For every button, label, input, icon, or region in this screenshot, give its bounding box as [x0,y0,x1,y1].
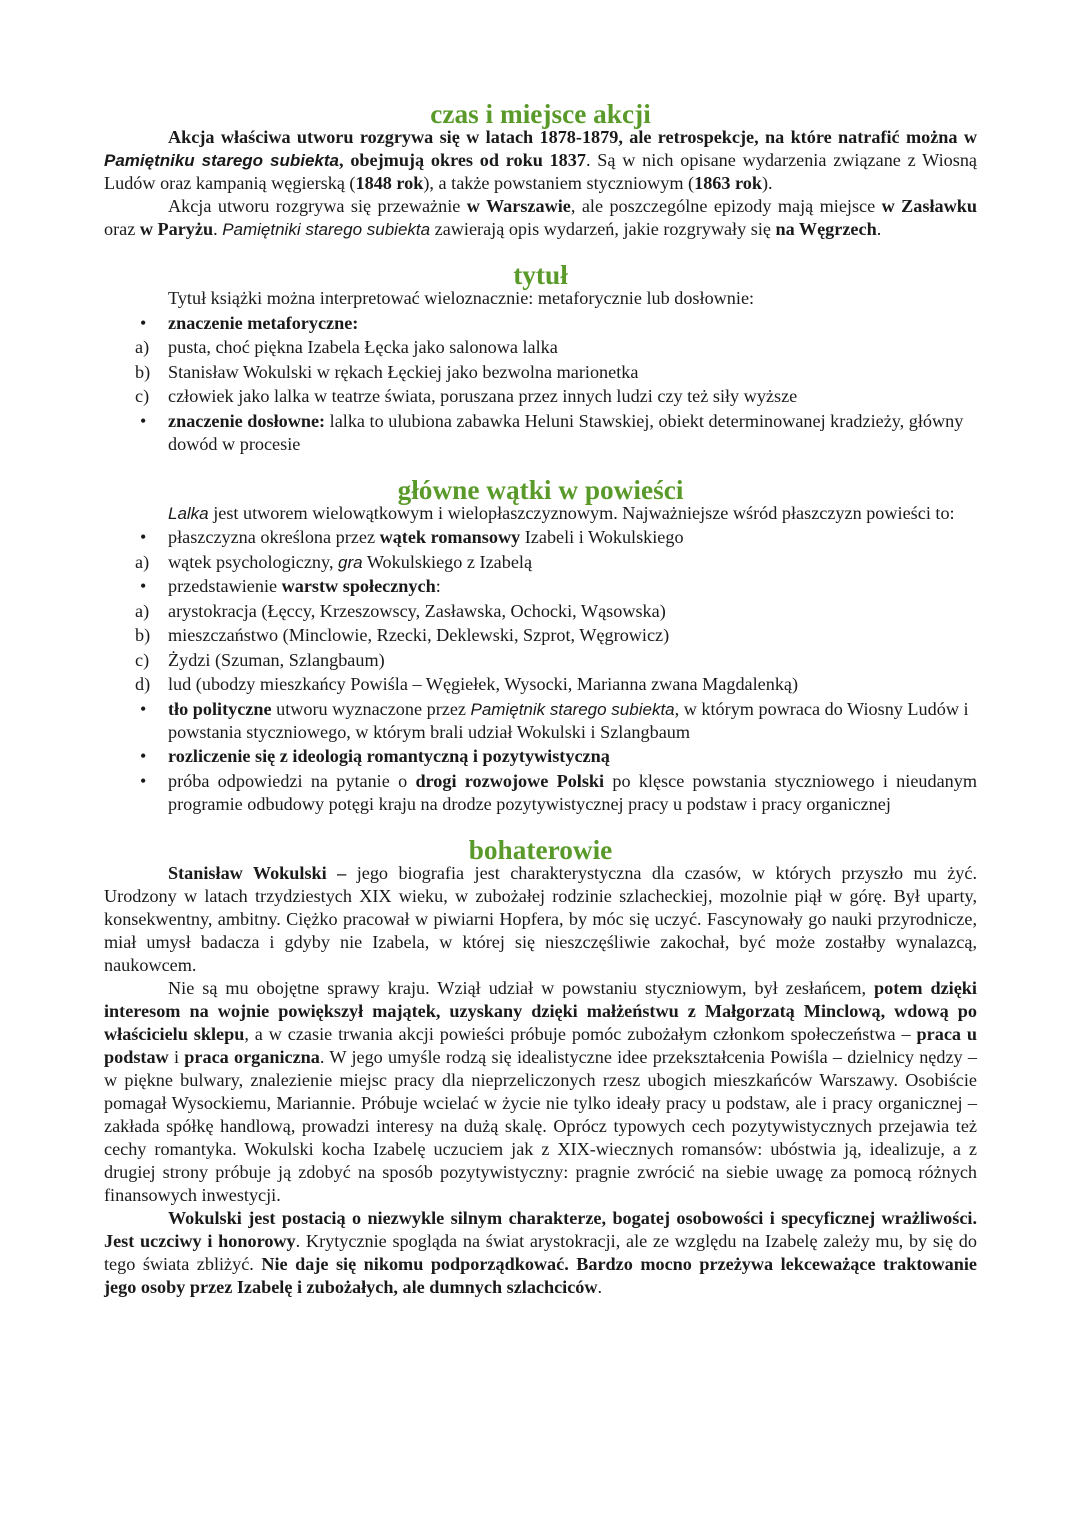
letter-marker: a) [135,600,150,621]
text: , a w czasie trwania akcji powieści próbuje pomóc zubożałym członkom społeczeństwa – [244,1023,917,1044]
bold-text: w Paryżu [139,219,214,239]
text: zawierają opis wydarzeń, jakie rozgrywały się [430,219,776,239]
text: . [213,219,223,239]
text: , ale poszczególne epizody mają miejsce [570,196,882,216]
letter-marker: a) [135,551,150,572]
italic-text: gra [338,552,363,572]
italic-title: Pamiętniku starego subiekta [104,151,339,170]
list-item [104,673,977,696]
bullet-marker: • [140,576,147,596]
list-item [104,745,977,768]
title-meanings-list [104,312,977,456]
text: po klęsce powstania styczniowego i nieudanym programie odbudowy potęgi kraju na drodze pozytywistycznej pracy u podstaw i pracy organicznej [168,770,977,814]
text: płaszczyzna określona przez [168,527,380,547]
list-item [104,770,977,816]
bold-text: Nie daje się nikomu podporządkować. Bardzo mocno przeżywa lekceważące traktowanie jego osoby przez Izabelę i zubożałych, ale dumnych szlachciców [104,1253,977,1297]
text: lalka to ulubiona zabawka Heluni Stawskiej, obiekt determinowanej kradzieży, główny dowód w procesie [168,410,964,454]
text: mieszczaństwo (Minclowie, Rzecki, Deklewski, Szprot, Węgrowicz) [168,625,670,645]
bullet-marker: • [140,312,147,333]
text: i [168,1046,185,1067]
list-item [104,336,977,359]
text: Stanisław Wokulski w rękach Łęckiej jako bezwolna marionetka [168,361,639,382]
text: próba odpowiedzi na pytanie o [168,770,416,791]
heading-characters: bohaterowie [468,834,613,865]
text: ), a także powstaniem styczniowym ( [423,173,695,193]
text: Wokulskiego z Izabelą [362,551,533,572]
bold-text: praca organiczna [184,1046,320,1067]
text: wątek psychologiczny, [168,551,339,572]
paragraph-time [104,126,977,195]
italic-title: Lalka [168,503,209,523]
heading-title: tytuł [513,260,568,290]
letter-marker: c) [135,649,150,670]
bold-text: na Węgrzech [775,219,877,239]
bold-text: tło polityczne [168,698,272,719]
text: . Są w nich opisane wydarzenia związane z Wiosną Ludów oraz kampanią węgierską ( [104,150,977,193]
letter-marker: a) [135,337,150,357]
bold-text: 1848 rok [355,173,424,193]
paragraph-title-intro: Tytuł książki można interpretować wieloznacznie: metaforycznie lub dosłownie: [168,288,755,308]
text: Żydzi (Szuman, Szlangbaum) [168,649,385,670]
list-item [104,361,977,384]
heading-threads: główne wątki w powieści [397,474,684,505]
bullet-marker: • [140,410,147,431]
text: . [597,1276,603,1297]
bold-text: Wokulski jest postacią o niezwykle silnym charakterze, bogatej osobowości i specyficznej wrażliwości. Jest uczciwy i honorowy [104,1207,977,1251]
list-item [104,575,977,598]
bullet-marker: • [140,698,147,719]
bold-text: warstw społecznych [281,576,436,596]
text: arystokracja (Łęccy, Krzeszowscy, Zasławska, Ochocki, Wąsowska) [168,600,666,621]
list-item [104,526,977,549]
text: . Krytycznie spogląda na świat arystokracji, ale ze względu na Izabelę zależy mu, by się do tego świata zbliżyć. [104,1230,977,1274]
list-item [104,551,977,574]
text: jest utworem wielowątkowym i wielopłaszczyznowym. Najważniejsze wśród płaszczyzn powieści to: [208,502,955,523]
bold-text: rozliczenie się z ideologią romantyczną i pozytywistyczną [168,746,610,766]
list-item [104,649,977,672]
bold-text: praca u podstaw [104,1023,978,1067]
letter-marker: b) [135,625,151,645]
bold-text: w Zasławku [881,196,977,216]
bold-text: wątek romansowy [379,527,521,547]
paragraph-wokulski-character [104,1207,977,1299]
text: lud (ubodzy mieszkańcy Powiśla – Węgiełek, Wysocki, Marianna zwana Magdalenką) [168,674,799,694]
list-item [104,624,977,647]
text: ). [761,173,773,193]
text: . W jego umyśle rodzą się idealistyczne idee przekształcenia Powiśla – dzielnicy nędzy – w piękne bulwary, znalezienie miejsc pracy dla nieprzeliczonych rzesz ubogich mieszkańców Warszawy. Osobiście pomagał Wysockiemu, Mariannie. Próbuje wcielać w życie nie tylko ideały pracy u podstaw, ale i pracy organicznej – zakłada spółkę handlową, prowadzi interesy na dużą skalę. Oprócz typowych cech pozytywistycznych przejawia też cechy romantyka. Wokulski kocha Izabelę uczuciem jak z XIX-wiecznych romansów: ubóstwia ją, idealizuje, a z drugiej strony próbuje ją zdobyć na sposób pozytywistyczny: pragnie zwrócić na siebie uwagę za pomocą różnych finansowych inwestycji. [104,1046,977,1205]
text: , w którym powraca do Wiosny Ludów i powstania styczniowego, w którym brali udział Wokulski i Szlangbaum [168,698,969,742]
bold-text: 1863 rok [694,173,762,193]
text: Izabeli i Wokulskiego [520,527,684,547]
heading-time-place: czas i miejsce akcji [430,99,651,129]
text: : [435,576,441,596]
italic-title: Pamiętniki starego subiekta [222,220,431,239]
list-item [104,312,977,335]
bold-text: Stanisław Wokulski – [168,862,347,883]
text: oraz [104,219,140,239]
paragraph-wokulski-country [104,977,977,1207]
bold-text: znaczenie dosłowne: [168,410,326,431]
bold-text: , obejmują okres od roku 1837 [339,150,586,170]
paragraph-threads-intro [104,502,977,525]
bold-text: Akcja właściwa utworu rozgrywa się w latach 1878-1879, ale retrospekcje, na które natrafić można w [168,127,977,147]
letter-marker: c) [135,386,150,406]
letter-marker: b) [135,361,151,382]
document-page [104,99,978,1299]
paragraph-wokulski-bio [104,862,977,977]
paragraph-place [104,195,977,241]
text: Akcja utworu rozgrywa się przeważnie [168,196,467,216]
bold-text: drogi rozwojowe Polski [415,770,605,791]
bold-text: w Warszawie [466,196,571,216]
text: jego biografia jest charakterystyczna dla czasów, w których przyszło mu żyć. Urodzony w latach trzydziestych XIX wieku, w zubożałej rodzinie szlacheckiej, mozolnie piął w górę. Był uparty, konsekwentny, ambitny. Ciężko pracował w piwiarni Hopfera, by móc się uczyć. Fascynowały go nauki przyrodnicze, miał umysł badacza i gdyby nie Izabela, w której się nieszczęśliwie zakochał, być może zostałby wynalazcą, naukowcem. [104,862,977,975]
bold-text: potem dzięki interesom na wojnie powiększył majątek, uzyskany dzięki małżeństwu z Małgorzatą Minclową, wdową po właścicielu sklepu [104,977,977,1044]
text: przedstawienie [168,576,282,596]
list-item [104,385,977,408]
bullet-marker: • [140,746,147,766]
text: człowiek jako lalka w teatrze świata, poruszana przez innych ludzi czy też siły wyższe [168,386,798,406]
list-item [104,600,977,623]
threads-list [104,526,977,816]
letter-marker: d) [135,674,151,694]
list-item [104,410,977,456]
bullet-marker: • [140,770,147,791]
text: utworu wyznaczone przez [271,698,471,719]
text: Nie są mu obojętne sprawy kraju. Wziął udział w powstaniu styczniowym, był zesłańcem, [168,977,875,998]
list-item [104,698,977,744]
bold-text: znaczenie metaforyczne: [168,312,359,333]
text: pusta, choć piękna Izabela Łęcka jako salonowa lalka [168,337,558,357]
text: . [876,219,882,239]
italic-title: Pamiętnik starego subiekta [470,699,675,719]
bullet-marker: • [140,527,147,547]
